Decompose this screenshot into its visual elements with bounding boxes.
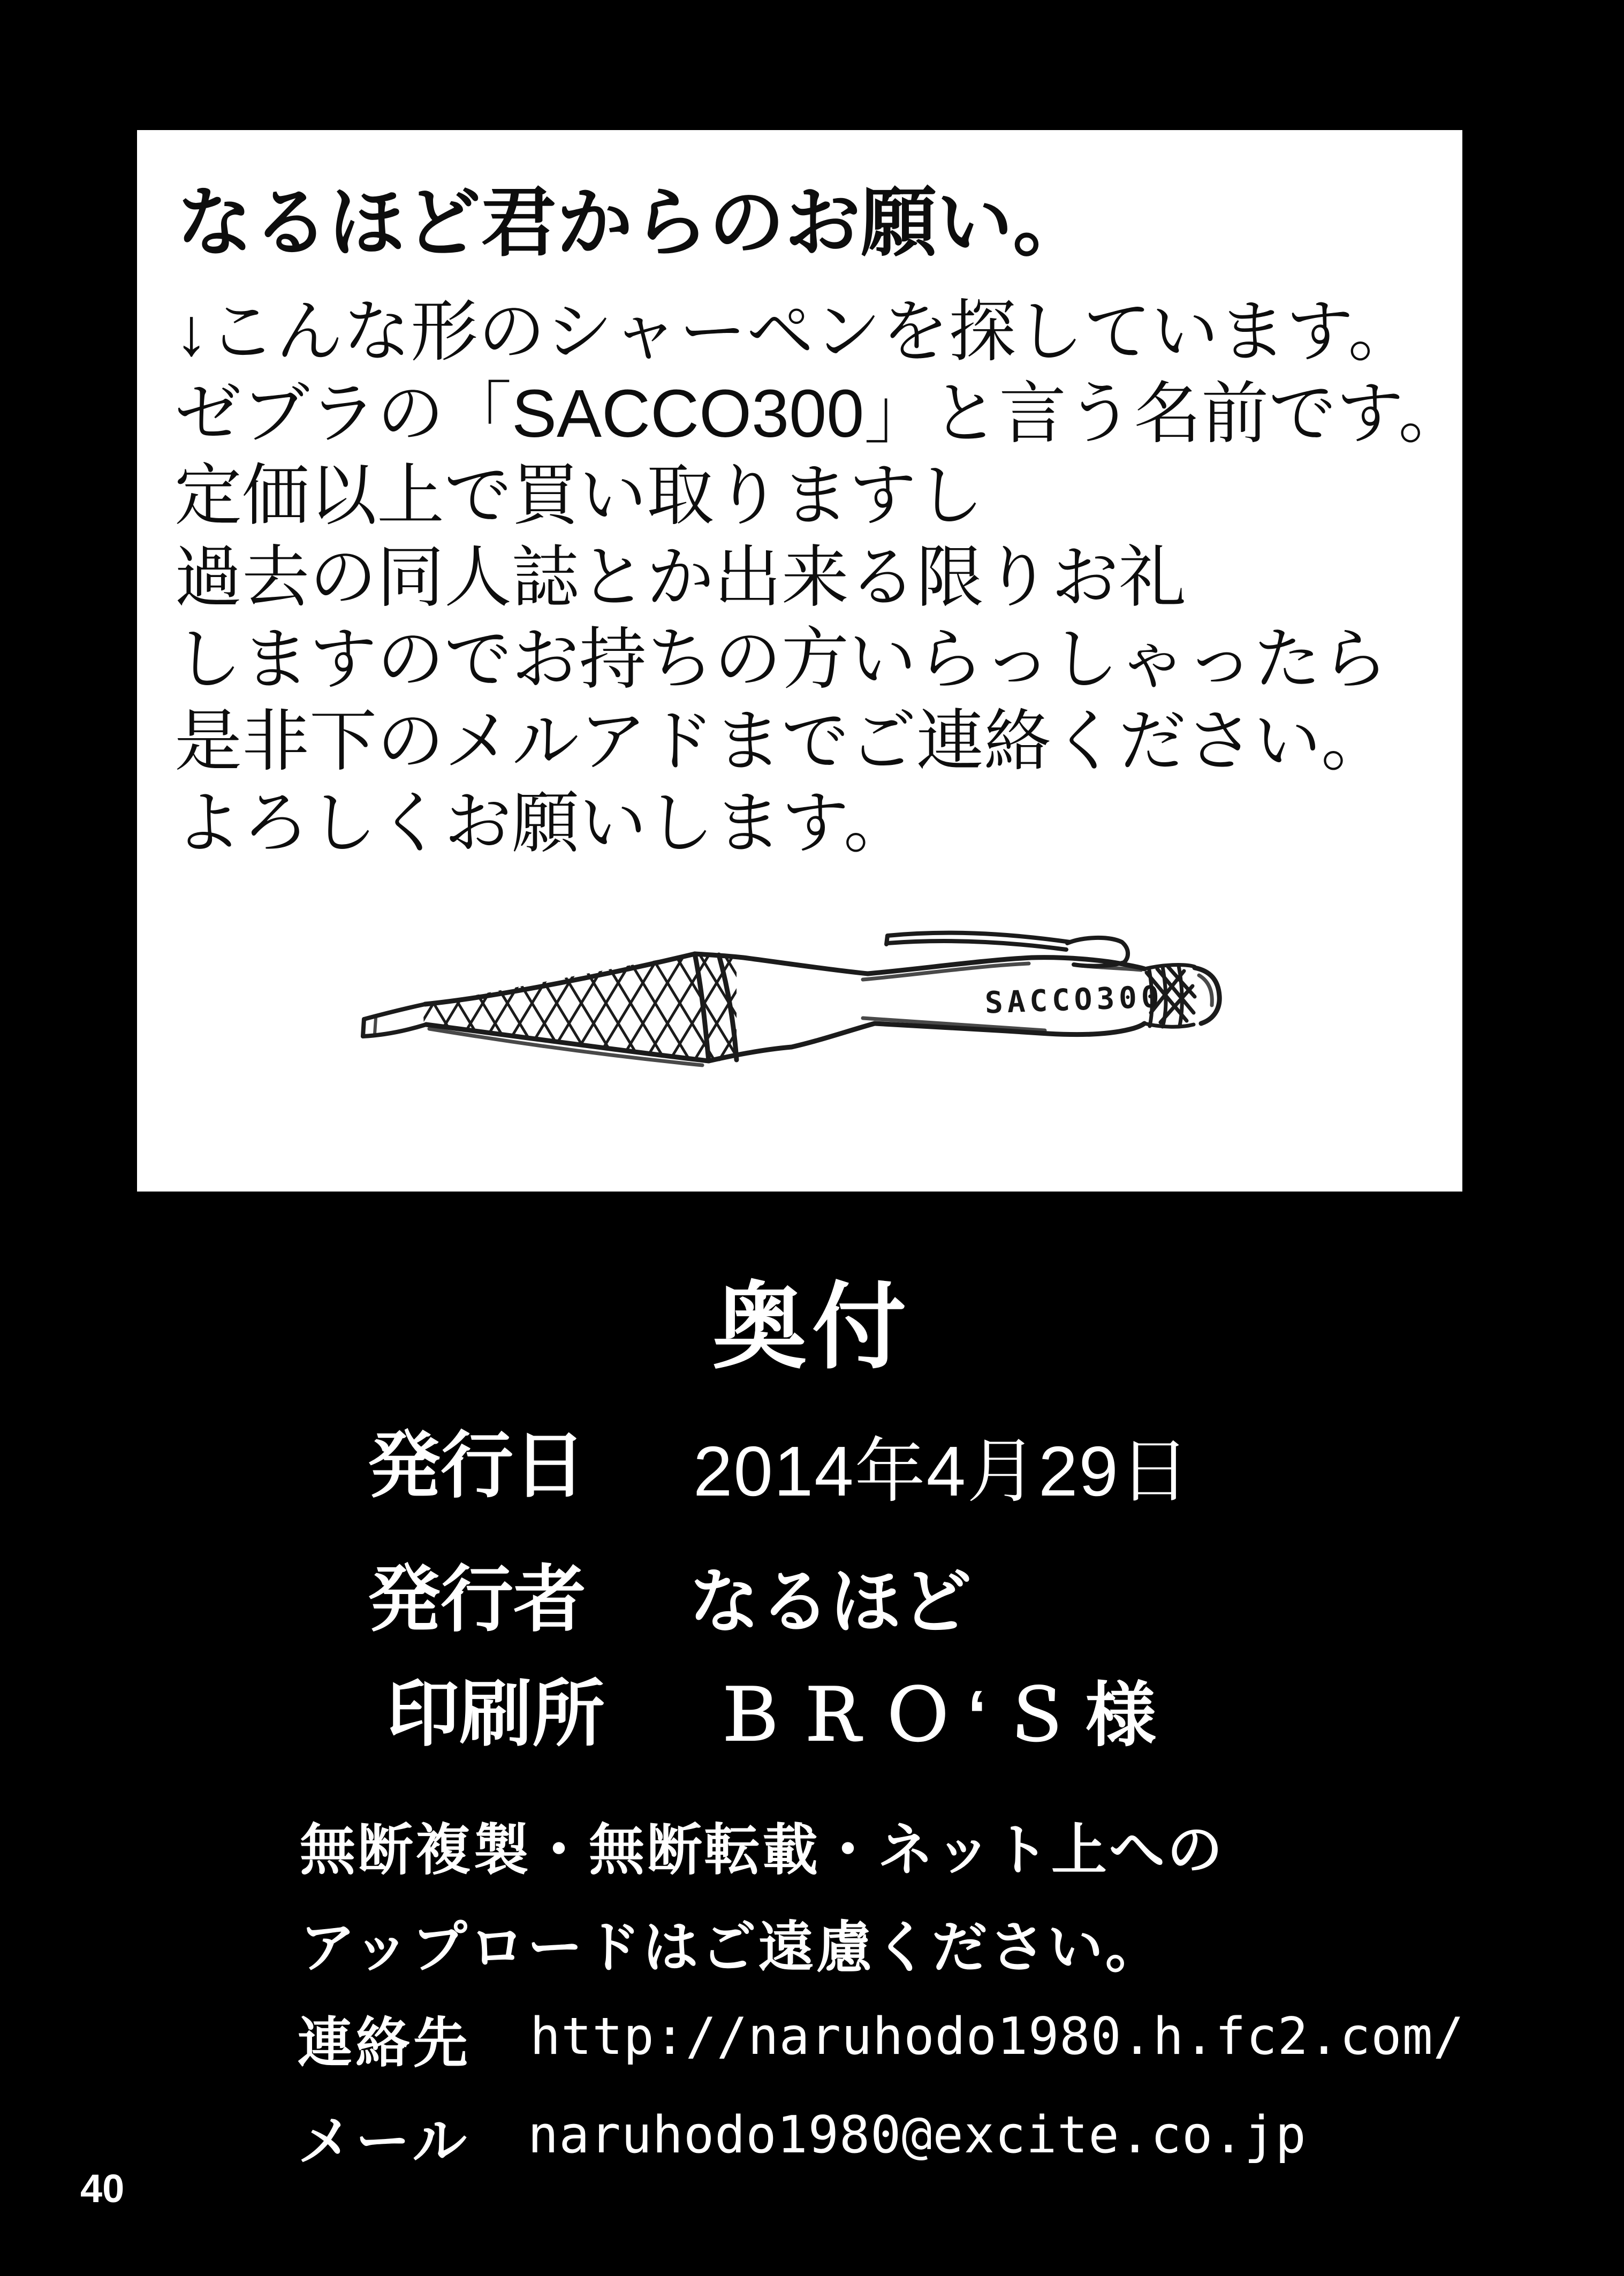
pencil-sketch-illustration [360, 922, 1233, 1078]
pencil-tip [363, 1004, 426, 1036]
request-body-line: 過去の同人誌とか出来る限りお礼 [174, 540, 1186, 615]
request-panel [137, 130, 1466, 1192]
page-number: 40 [80, 2166, 125, 2211]
request-body-line: よろしくお願いします。 [174, 785, 911, 861]
request-body-line: しますのでお持ちの方いらっしゃったら [174, 621, 1388, 697]
request-body-line: ゼブラの「SACCO300」と言う名前です。 [174, 376, 1466, 451]
request-body-line: ↓こんな形のシャーペンを探しています。 [174, 294, 1416, 369]
request-body-line: 定価以上で買い取りますし [174, 458, 984, 533]
sketch-label: SACCO300 [984, 979, 1164, 1021]
copyright-notice-line: 無断複製・無断転載・ネット上への [300, 1819, 1225, 1882]
contact-website-value: http://naruhodo1980.h.fc2.com/ [530, 2007, 1464, 2066]
request-title: なるほど君からのお願い。 [177, 180, 1089, 265]
request-body [174, 291, 1466, 864]
printer-label: 印刷所 [386, 1673, 605, 1755]
publisher-label: 発行者 [368, 1559, 586, 1640]
publisher-value: なるほど [689, 1562, 972, 1641]
colophon-title: 奥付 [712, 1275, 912, 1380]
printer-value: ＢＲＯ‘Ｓ様 [714, 1676, 1170, 1755]
request-body-line: 是非下のメルアドまでご連絡ください。 [174, 703, 1388, 779]
publish-date-value: 2014年4月29日 [693, 1432, 1191, 1511]
publish-date-label: 発行日 [368, 1425, 586, 1506]
copyright-notice-line: アップロードはご遠慮ください。 [300, 1917, 1163, 1979]
contact-website-label: 連絡先 [298, 2013, 471, 2074]
pencil-endcap [1195, 968, 1219, 1023]
contact-email-label: メール [298, 2111, 470, 2172]
contact-email-value: naruhodo1980@excite.co.jp [528, 2106, 1307, 2165]
